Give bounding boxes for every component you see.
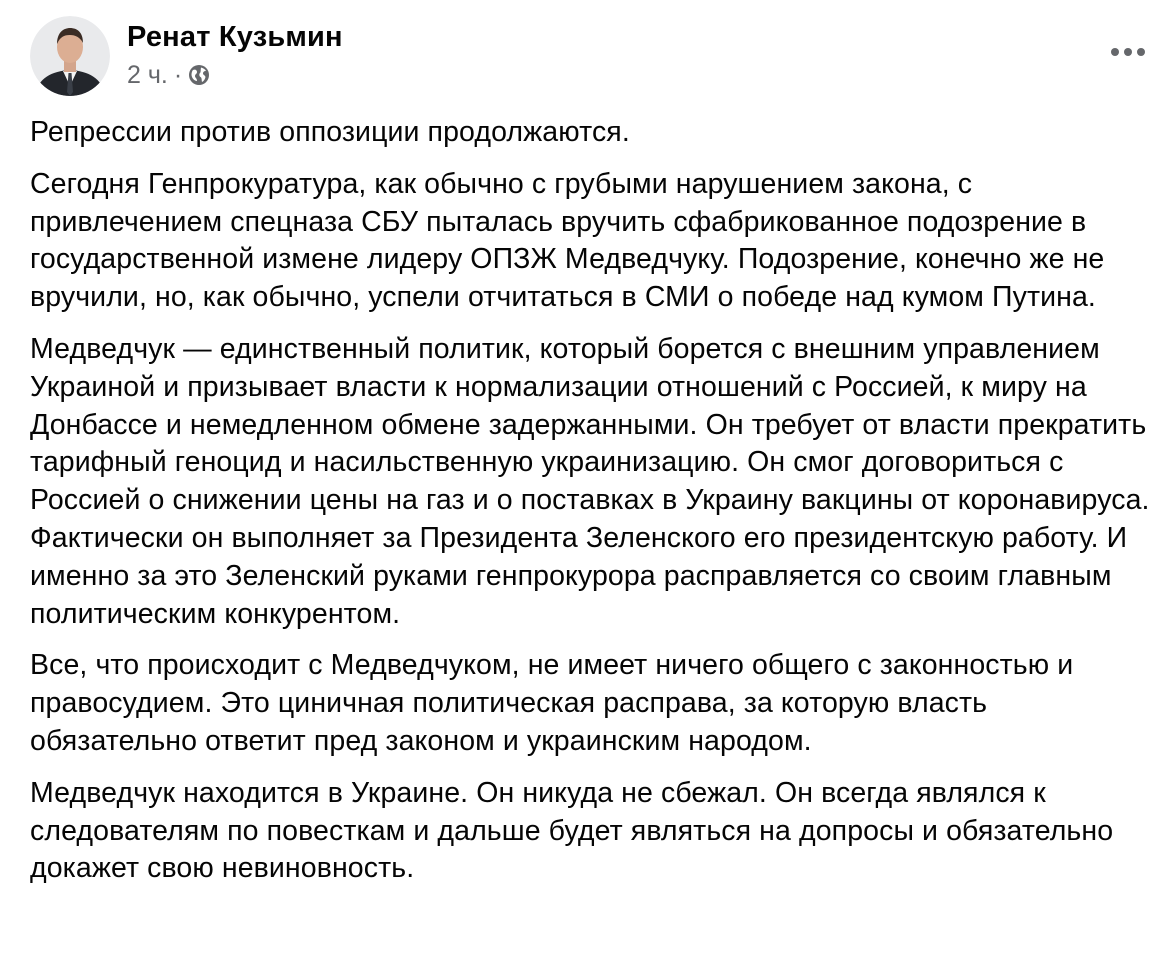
post-meta: [127, 60, 210, 90]
post-paragraph: Сегодня Генпрокуратура, как обычно с грубыми нарушением закона, с привлечением спецназа СБУ пыталась вручить сфабрикованное подозрение в государственной измене лидеру ОПЗЖ Медведчуку. Подозрение, конечно же не вручили, но, как обычно, успели отчитаться в СМИ о победе над кумом Путина.: [30, 167, 1105, 314]
author-name[interactable]: Ренат Кузьмин: [127, 21, 343, 53]
more-dots-icon[interactable]: [1108, 40, 1148, 64]
post-paragraph: Репрессии против оппозиции продолжаются.: [30, 116, 630, 148]
post-body: [30, 114, 1155, 902]
meta-separator: ·: [173, 60, 183, 89]
post-timestamp[interactable]: 2 ч.: [127, 60, 168, 89]
author-avatar[interactable]: [30, 16, 110, 96]
post-paragraph: Все, что происходит с Медведчуком, не имеет ничего общего с законностью и правосудием. Это циничная политическая расправа, за которую власть обязательно ответит пред законом и украинским народом.: [30, 649, 1074, 757]
post-paragraph: Медведчук находится в Украине. Он никуда не сбежал. Он всегда являлся к следователям по повесткам и дальше будет являться на допросы и обязательно докажет свою невиновность.: [30, 776, 1114, 885]
globe-icon[interactable]: [188, 64, 210, 86]
avatar-portrait-icon: [30, 16, 110, 96]
post-paragraph: Медведчук — единственный политик, который борется с внешним управлением Украиной и призывает власти к нормализации отношений с Россией, к миру на Донбассе и немедленном обмене задержанными. Он требует от власти прекратить тарифный геноцид и насильственную украинизацию. Он смог договориться с Россией о снижении цены на газ и о поставках в Украину вакцины от коронавируса. Фактически он выполняет за Президента Зеленского его президентскую работу. И именно за это Зеленский руками генпрокурора расправляется со своим главным политическим конкурентом.: [30, 332, 1150, 630]
post-header: [30, 16, 1150, 98]
